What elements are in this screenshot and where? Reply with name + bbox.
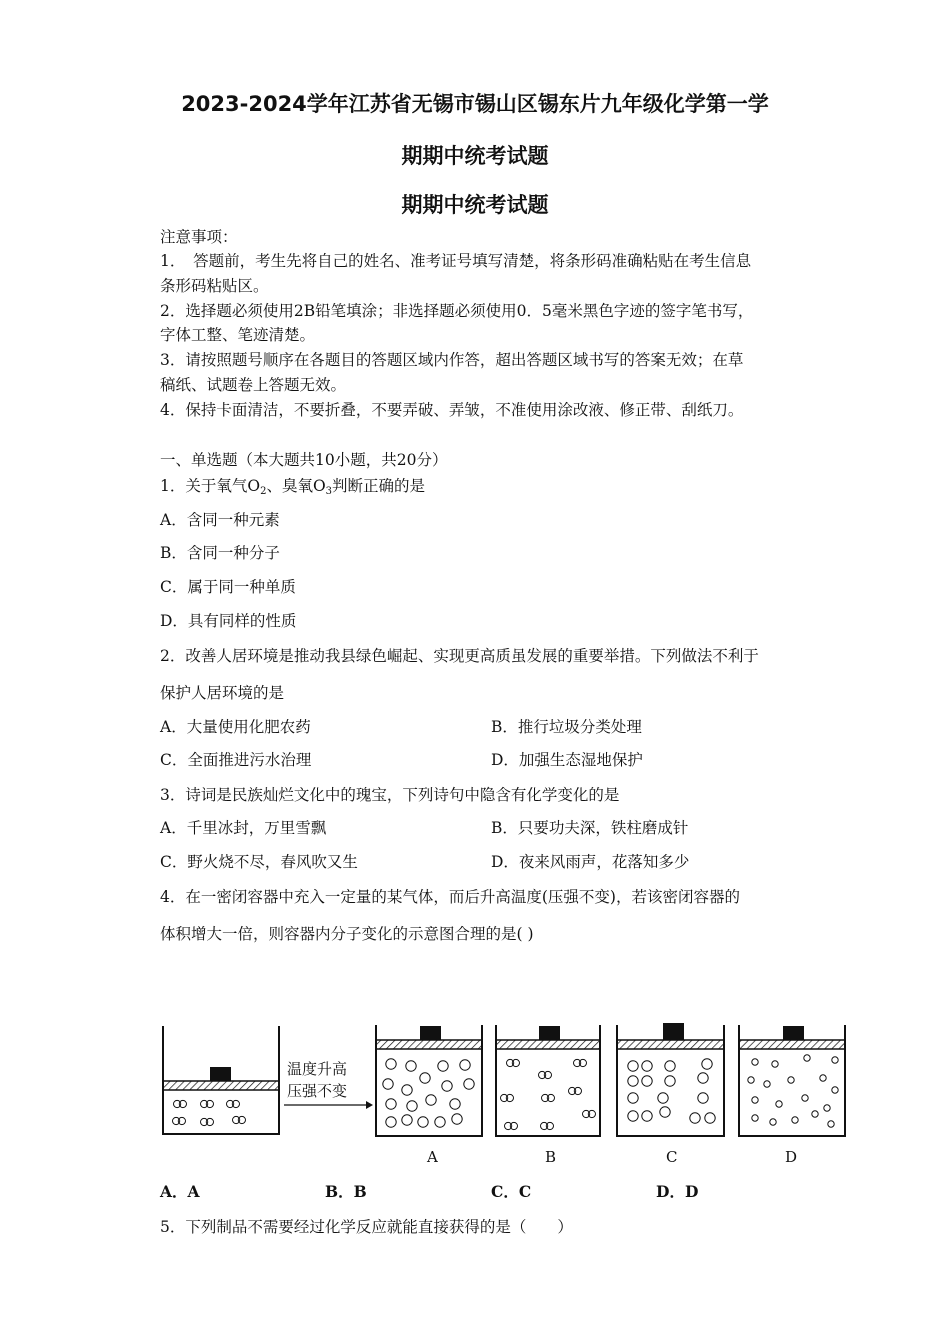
molecule-circle bbox=[386, 1099, 396, 1109]
molecule-circle bbox=[832, 1057, 838, 1063]
container-b bbox=[496, 1025, 600, 1136]
notice-line: 字体工整、笔迹清楚。 bbox=[160, 326, 316, 344]
molecule-circle bbox=[824, 1105, 830, 1111]
molecule-circle bbox=[452, 1114, 462, 1124]
molecule-circle bbox=[665, 1076, 675, 1086]
question-4-option-d: D．D bbox=[656, 1182, 699, 1201]
molecule-circle bbox=[628, 1111, 638, 1121]
molecule-circle bbox=[660, 1107, 670, 1117]
question-4-option-c: C．C bbox=[491, 1182, 532, 1201]
page-subtitle-repeat: 期期中统考试题 bbox=[401, 193, 549, 217]
notice-line: 稿纸、试题卷上答题无效。 bbox=[160, 376, 347, 394]
molecule-circle bbox=[426, 1095, 436, 1105]
molecule-circle bbox=[802, 1095, 808, 1101]
arrow-label-pressure: 压强不变 bbox=[287, 1082, 348, 1100]
molecule-circle bbox=[407, 1101, 417, 1111]
molecule-circle bbox=[402, 1085, 412, 1095]
molecule-circle bbox=[812, 1111, 818, 1117]
molecule-circle bbox=[705, 1113, 715, 1123]
section-heading: 一、单选题（本大题共10小题，共20分） bbox=[160, 451, 448, 469]
notice-line: 1． 答题前，考生先将自己的姓名、准考证号填写清楚，将条形码准确粘贴在考生信息 bbox=[160, 252, 752, 270]
notice-line: 条形码粘贴区。 bbox=[160, 277, 269, 295]
page-subtitle: 期期中统考试题 bbox=[401, 144, 549, 168]
gas-container-diagram bbox=[155, 1018, 855, 1173]
molecule-circle bbox=[702, 1059, 712, 1069]
molecule-circle bbox=[406, 1061, 416, 1071]
molecule-circle bbox=[820, 1075, 826, 1081]
question-4-option-a: A．A bbox=[160, 1182, 200, 1201]
question-4-option-b: B．B bbox=[325, 1182, 367, 1201]
question-3-stem: 3．诗词是民族灿烂文化中的瑰宝，下列诗句中隐含有化学变化的是 bbox=[160, 786, 620, 804]
molecule-circle bbox=[752, 1097, 758, 1103]
diagram-label-b: B bbox=[545, 1148, 557, 1166]
question-2-option-b: B．推行垃圾分类处理 bbox=[491, 718, 642, 736]
molecule-circle bbox=[386, 1059, 396, 1069]
molecule-circle bbox=[792, 1117, 798, 1123]
molecule-circle bbox=[665, 1061, 675, 1071]
question-4-stem-cont: 体积增大一倍，则容器内分子变化的示意图合理的是( ) bbox=[160, 925, 534, 943]
molecule-circle bbox=[402, 1115, 412, 1125]
molecule-circle bbox=[642, 1111, 652, 1121]
notice-line: 3．请按照题号顺序在各题目的答题区域内作答，超出答题区域书写的答案无效；在草 bbox=[160, 351, 744, 369]
question-1-stem: 1．关于氧气$O_2$、臭氧$O_3$判断正确的是 bbox=[160, 477, 426, 497]
molecule-circle bbox=[628, 1093, 638, 1103]
molecule-circle bbox=[690, 1113, 700, 1123]
molecule-circle bbox=[642, 1076, 652, 1086]
molecule-circle bbox=[698, 1093, 708, 1103]
notice-line: 4．保持卡面清洁，不要折叠，不要弄破、弄皱，不准使用涂改液、修正带、刮纸刀。 bbox=[160, 401, 744, 419]
molecule-circle bbox=[386, 1117, 396, 1127]
molecule-circle bbox=[460, 1060, 470, 1070]
molecule-circle bbox=[748, 1077, 754, 1083]
molecule-circle bbox=[832, 1087, 838, 1093]
molecule-circle bbox=[464, 1079, 474, 1089]
notice-heading: 注意事项： bbox=[160, 228, 238, 246]
question-3-option-c: C．野火烧不尽，春风吹又生 bbox=[160, 853, 358, 871]
molecule-circle bbox=[828, 1121, 834, 1127]
molecule-circle bbox=[450, 1099, 460, 1109]
molecule-circle bbox=[442, 1081, 452, 1091]
diagram-label-c: C bbox=[666, 1148, 678, 1166]
question-2-option-c: C．全面推进污水治理 bbox=[160, 751, 312, 769]
molecule-circle bbox=[438, 1061, 448, 1071]
molecule-circle bbox=[788, 1077, 794, 1083]
molecule-circle bbox=[628, 1061, 638, 1071]
question-3-option-d: D．夜来风雨声，花落知多少 bbox=[491, 853, 690, 871]
question-1-option-d: D．具有同样的性质 bbox=[160, 612, 297, 630]
question-1-option-c: C．属于同一种单质 bbox=[160, 578, 296, 596]
molecule-circle bbox=[658, 1093, 668, 1103]
molecule-circle bbox=[772, 1061, 778, 1067]
arrow-label-temperature: 温度升高 bbox=[287, 1060, 348, 1078]
molecule-circle bbox=[764, 1081, 770, 1087]
question-1-option-a: A．含同一种元素 bbox=[160, 511, 280, 529]
molecule-circle bbox=[420, 1073, 430, 1083]
page-title: 2023-2024学年江苏省无锡市锡山区锡东片九年级化学第一学 bbox=[181, 92, 769, 116]
question-2-option-d: D．加强生态湿地保护 bbox=[491, 751, 643, 769]
question-3-option-b: B．只要功夫深，铁柱磨成针 bbox=[491, 819, 689, 837]
molecule-circle bbox=[642, 1061, 652, 1071]
molecule-circle bbox=[752, 1059, 758, 1065]
diagram-label-d: D bbox=[785, 1148, 798, 1166]
molecule-circle bbox=[418, 1117, 428, 1127]
molecule-circle bbox=[435, 1117, 445, 1127]
molecule-circle bbox=[770, 1119, 776, 1125]
question-2-stem-cont: 保护人居环境的是 bbox=[160, 684, 285, 702]
molecule-circle bbox=[776, 1101, 782, 1107]
question-5-stem: 5．下列制品不需要经过化学反应就能直接获得的是（ ） bbox=[160, 1218, 573, 1236]
question-1-option-b: B．含同一种分子 bbox=[160, 544, 280, 562]
molecule-circle bbox=[383, 1079, 393, 1089]
question-3-option-a: A．千里冰封，万里雪飘 bbox=[160, 819, 327, 837]
diagram-label-a: A bbox=[427, 1148, 438, 1166]
notice-line: 2．选择题必须使用2B铅笔填涂；非选择题必须使用0．5毫米黑色字迹的签字笔书写， bbox=[160, 302, 754, 320]
molecule-circle bbox=[752, 1115, 758, 1121]
molecule-circle bbox=[698, 1073, 708, 1083]
molecule-circle bbox=[628, 1076, 638, 1086]
question-4-stem: 4．在一密闭容器中充入一定量的某气体，而后升高温度(压强不变)，若该密闭容器的 bbox=[160, 888, 740, 906]
molecule-circle bbox=[804, 1055, 810, 1061]
question-2-stem: 2．改善人居环境是推动我县绿色崛起、实现更高质虽发展的重要举措。下列做法不利于 bbox=[160, 647, 759, 665]
question-2-option-a: A．大量使用化肥农药 bbox=[160, 718, 311, 736]
